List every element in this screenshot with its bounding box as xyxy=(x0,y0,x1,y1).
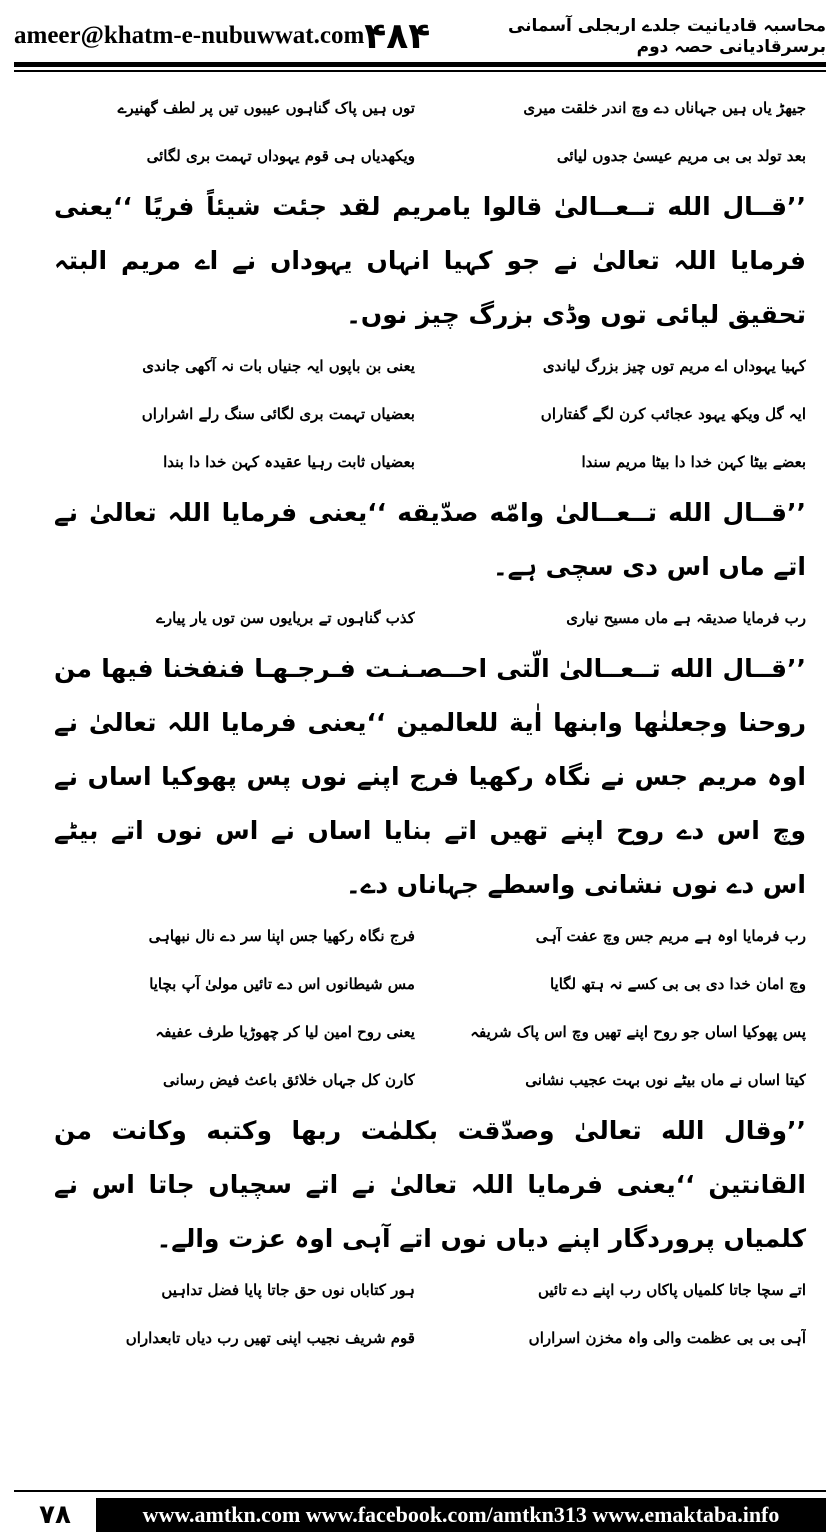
verse-couplet xyxy=(54,1056,806,1104)
urdu-translation: یعنی فرمایا اللہ تعالیٰ نے جو کہیا انہاں یہوداں نے اے مریم البتہ تحقیق لیائی توں وڈی بزرگ چیز نوں۔ xyxy=(54,192,806,329)
page-footer xyxy=(14,1496,826,1534)
header-book-title: محاسبہ قادیانیت جلدے اربجلی آسمانی برسرقادیانی حصہ دوم xyxy=(507,16,826,57)
page-content xyxy=(54,84,806,1362)
urdu-translation: یعنی فرمایا اللہ تعالیٰ نے اتے ماں اس دی سچی ہے۔ xyxy=(54,498,806,581)
verse-second-hemistich: کارن کل جہاں خلائق باعث فیض رسانی xyxy=(163,1071,415,1089)
verse-couplet xyxy=(54,1314,806,1362)
arabic-quote: ’’قــال الله تــعــالیٰ وامّه صدّیقه ‘‘ xyxy=(367,498,806,527)
verse-couplet xyxy=(54,84,806,132)
header-email: ameer@khatm-e-nubuwwat.com xyxy=(14,22,365,49)
verse-couplet xyxy=(54,132,806,180)
footer-page-number: ۷۸ xyxy=(39,1500,71,1530)
verse-couplet xyxy=(54,1008,806,1056)
arabic-quote: ’’قــال الله تــعــالیٰ قالوا یامریم لقد جئت شیئاً فریًا ‘‘ xyxy=(113,192,806,221)
verse-couplet xyxy=(54,594,806,642)
header-divider-thin xyxy=(14,70,826,72)
verse-second-hemistich: بعضیاں ثابت رہیا عقیدہ کہن خدا دا بندا xyxy=(163,453,415,471)
arabic-quote: ’’وقال الله تعالیٰ وصدّقت بکلمٰت ربها وکتبه وکانت من القانتین ‘‘ xyxy=(54,1116,806,1199)
header-divider-thick xyxy=(14,62,826,67)
verse-couplet xyxy=(54,438,806,486)
prose-paragraph xyxy=(54,642,806,912)
verse-first-hemistich: جیھڑ یاں ہیں جہاناں دے وچ اندر خلقت میری xyxy=(523,99,806,117)
verse-first-hemistich: کہیا یہوداں اے مریم توں چیز بزرگ لیاندی xyxy=(542,357,806,375)
footer-website-links: www.amtkn.com www.facebook.com/amtkn313 www.emaktaba.info xyxy=(96,1498,826,1532)
verse-second-hemistich: فرج نگاہ رکھیا جس اپنا سر دے نال نبھاہی xyxy=(148,927,415,945)
verse-first-hemistich: پس پھوکیا اساں جو روح اپنے تھیں وچ اس پاک شریفہ xyxy=(470,1023,806,1041)
verse-first-hemistich: بعضے بیٹا کہن خدا دا بیٹا مریم سندا xyxy=(581,453,806,471)
verse-first-hemistich: رب فرمایا اوہ ہے مریم جس وچ عفت آہی xyxy=(535,927,806,945)
verse-first-hemistich: بعد تولد بی بی مریم عیسیٰ جدوں لیائی xyxy=(556,147,806,165)
header-page-number: ۴۸۴ xyxy=(364,15,431,57)
verse-second-hemistich: یعنی روح امین لیا کر چھوڑیا طرف عفیفہ xyxy=(155,1023,415,1041)
prose-paragraph xyxy=(54,180,806,342)
page-header xyxy=(14,10,826,62)
verse-first-hemistich: اتے سچا جاتا کلمیاں پاکاں رب اپنے دے تائیں xyxy=(537,1281,806,1299)
arabic-quote: ’’قــال الله تــعــالیٰ الّتی احــصـنـت فـرجـهـا فنفخنا فیها من روحنا وجعلنٰها وابنها اٰیة للعالمین ‘‘ xyxy=(54,654,806,737)
verse-first-hemistich: وچ امان خدا دی بی بی کسے نہ ہتھ لگایا xyxy=(549,975,806,993)
verse-first-hemistich: ایہ گل ویکھ یہود عجائب کرن لگے گفتاراں xyxy=(540,405,806,423)
prose-paragraph xyxy=(54,1104,806,1266)
verse-couplet xyxy=(54,390,806,438)
verse-first-hemistich: کیتا اساں نے ماں بیٹے نوں بہت عجیب نشانی xyxy=(525,1071,806,1089)
verse-couplet xyxy=(54,342,806,390)
verse-couplet xyxy=(54,912,806,960)
prose-paragraph xyxy=(54,486,806,594)
footer-divider xyxy=(14,1490,826,1492)
verse-first-hemistich: رب فرمایا صدیقہ ہے ماں مسیح نیاری xyxy=(566,609,806,627)
urdu-translation: یعنی فرمایا اللہ تعالیٰ نے اوہ مریم جس نے نگاہ رکھیا فرج اپنے نوں پس پھوکیا اساں نے وچ اس دے روح اپنے تھیں اتے بنایا اساں نے اس نوں اتے بیٹے اس دے نوں نشانی واسطے جہاناں دے۔ xyxy=(54,708,806,899)
verse-second-hemistich: بعضیاں تہمت بری لگائی سنگ رلے اشراراں xyxy=(141,405,415,423)
urdu-translation: یعنی فرمایا اللہ تعالیٰ نے اتے سچیاں جاتا اس نے کلمیاں پروردگار اپنے دیاں نوں اتے آہی اوہ عزت والے۔ xyxy=(54,1170,806,1253)
verse-second-hemistich: یعنی بن باپوں ایہ جنیاں بات نہ آکھی جاندی xyxy=(142,357,415,375)
verse-second-hemistich: ہور کتاباں نوں حق جاتا پایا فضل تداہیں xyxy=(161,1281,415,1299)
verse-second-hemistich: توں ہیں پاک گناہوں عیبوں تیں پر لطف گھنیرے xyxy=(117,99,415,117)
verse-second-hemistich: قوم شریف نجیب اپنی تھیں رب دیاں تابعداراں xyxy=(125,1329,415,1347)
verse-couplet xyxy=(54,1266,806,1314)
verse-couplet xyxy=(54,960,806,1008)
verse-second-hemistich: کذب گناہوں تے بریایوں سن توں یار پیارے xyxy=(156,609,415,627)
verse-first-hemistich: آہی بی بی عظمت والی واہ مخزن اسراراں xyxy=(528,1329,806,1347)
verse-second-hemistich: مس شیطانوں اس دے تائیں مولیٰ آپ بچایا xyxy=(149,975,415,993)
verse-second-hemistich: ویکھدیاں ہی قوم یہوداں تہمت بری لگائی xyxy=(146,147,415,165)
